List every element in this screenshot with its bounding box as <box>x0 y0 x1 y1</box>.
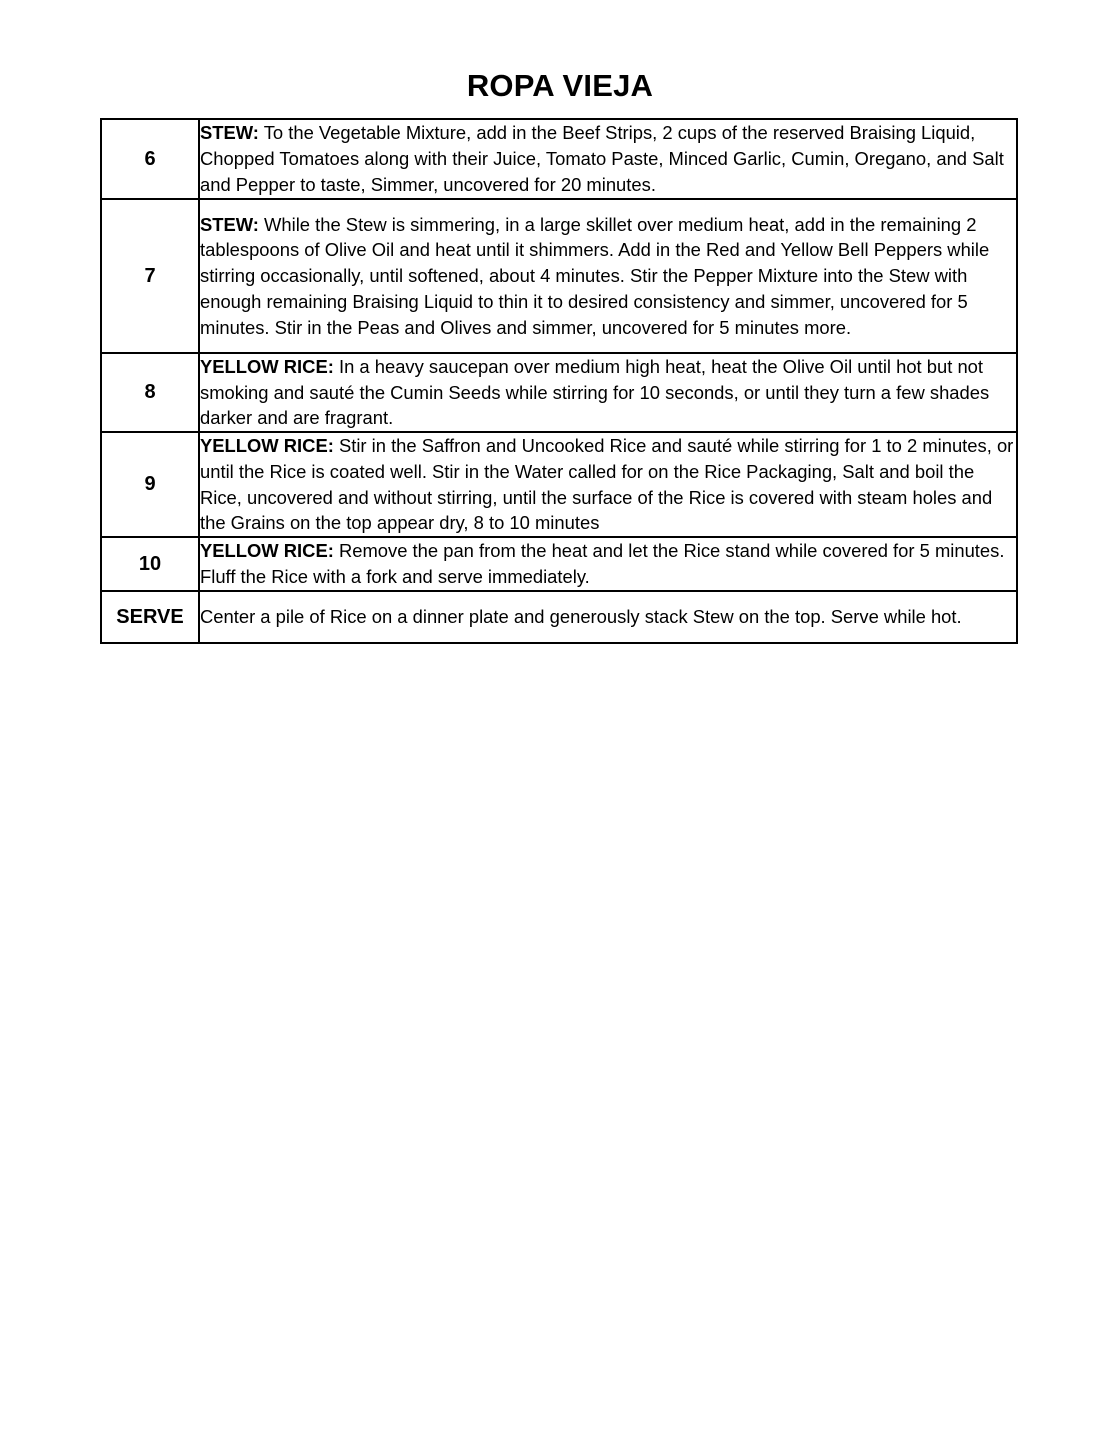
page-title: ROPA VIEJA <box>466 68 654 103</box>
step-text: Center a pile of Rice on a dinner plate and generously stack Stew on the top. Serve while hot. <box>200 606 962 628</box>
step-section-label: YELLOW RICE: <box>200 435 334 457</box>
step-number: 8 <box>101 353 199 432</box>
table-row <box>101 432 1017 537</box>
table-row <box>101 591 1017 643</box>
table-row <box>101 119 1017 199</box>
table-row <box>101 199 1017 353</box>
recipe-steps-table <box>100 118 1018 644</box>
step-text: In a heavy saucepan over medium high heat, heat the Olive Oil until hot but not smoking and sauté the Cumin Seeds while stirring for 10 seconds, or until they turn a few shades darker and are fragrant. <box>200 356 990 429</box>
step-text: To the Vegetable Mixture, add in the Beef Strips, 2 cups of the reserved Braising Liquid, Chopped Tomatoes along with their Juice, Tomato Paste, Minced Garlic, Cumin, Oregano, and Salt and Pepper to taste, Simmer, uncovered for 20 minutes. <box>200 122 1004 195</box>
step-section-label: STEW: <box>200 213 259 235</box>
step-instructions <box>199 199 1017 353</box>
table-row <box>101 537 1017 591</box>
step-number: 9 <box>101 432 199 537</box>
step-section-label: STEW: <box>200 122 259 144</box>
step-instructions <box>199 591 1017 643</box>
step-instructions <box>199 432 1017 537</box>
step-section-label: YELLOW RICE: <box>200 356 334 377</box>
step-text: Stir in the Saffron and Uncooked Rice and sauté while stirring for 1 to 2 minutes, or until the Rice is coated well. Stir in the Water called for on the Rice Packaging, Salt and boil the Rice, uncovered and without stirring, until the surface of the Rice is covered with steam holes and the Grains on the top appear dry, 8 to 10 minutes <box>200 435 1014 534</box>
step-text: While the Stew is simmering, in a large skillet over medium heat, add in the remaining 2 tablespoons of Olive Oil and heat until it shimmers. Add in the Red and Yellow Bell Peppers while stirring occasionally, until softened, about 4 minutes. Stir the Pepper Mixture into the Stew with enough remaining Braising Liquid to thin it to desired consistency and simmer, uncovered for 5 minutes. Stir in the Peas and Olives and simmer, uncovered for 5 minutes more. <box>200 213 990 338</box>
step-number: 6 <box>101 119 199 199</box>
step-number: 10 <box>101 537 199 591</box>
step-text: Remove the pan from the heat and let the Rice stand while covered for 5 minutes. Fluff the Rice with a fork and serve immediately. <box>200 540 1005 588</box>
step-instructions <box>199 353 1017 432</box>
step-section-label: YELLOW RICE: <box>200 540 334 562</box>
step-instructions <box>199 119 1017 199</box>
table-row <box>101 353 1017 432</box>
step-instructions <box>199 537 1017 591</box>
step-number: SERVE <box>101 591 199 643</box>
step-number: 7 <box>101 199 199 353</box>
